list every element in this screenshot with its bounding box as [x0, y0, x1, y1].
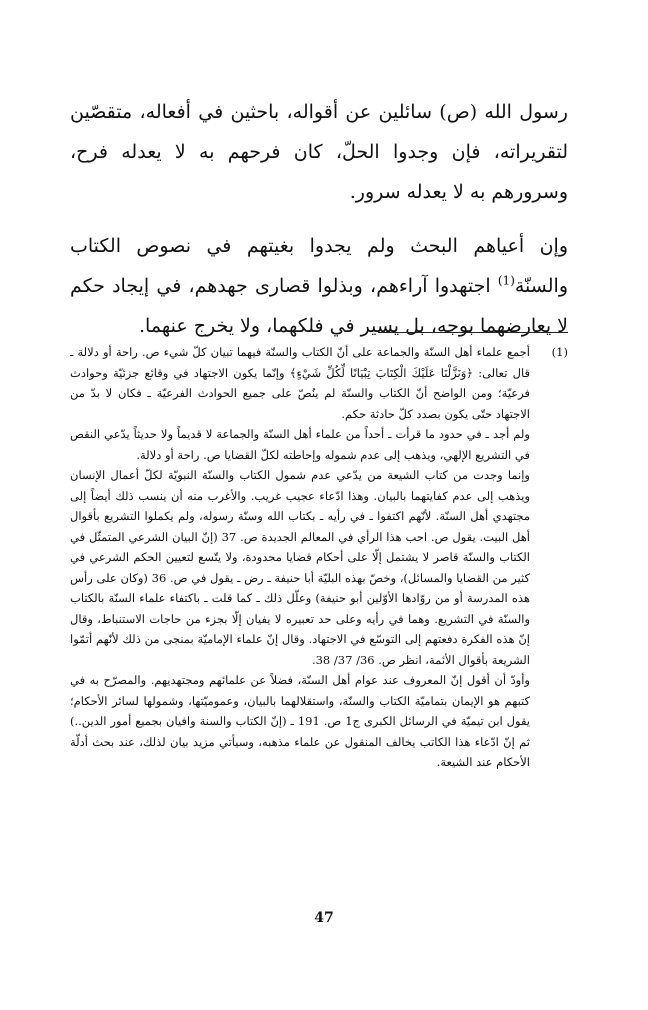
footnotes — [70, 342, 568, 773]
main-paragraph-2-text-b: اجتهدوا آراءهم، وبذلوا قصارى جهدهم، في إيجاد حكم لا يعارضهما بوجه، بل يسير في فلكهما، ولا يخرج عنهما. — [70, 275, 568, 337]
main-paragraph-2 — [70, 226, 568, 346]
footnote-paragraph: وأودّ أن أقول إنّ المعروف عند عوام أهل السنّة، فضلاً عن علمائهم ومجتهديهم. والمصرّح به في كتبهم هو الإيمان بتماميّة الكتاب والسنّة، واستقلالهما بالبيان، وعموميّتها، وشمولها لسائر الأحكام؛ يقول ابن تيميّة في الرسائل الكبرى ج1 ص. 191 ـ (إنّ الكتاب والسنة وافيان بجميع أمور الدين..) ثم إنّ ادّعاء هذا الكاتب يخالف المنقول عن علماء مذهبه، وسيأتي مزيد بيان لذلك، عند بحث أدلّة الأحكام عند الشيعة. — [70, 673, 530, 769]
main-text — [70, 92, 568, 346]
footnote-marker: (1) — [551, 345, 568, 359]
footnote-item — [70, 342, 568, 773]
footnote-paragraph: أجمع علماء أهل السنّة والجماعة على أنّ الكتاب والسنّة فيهما تبيان كلّ شيء ص. راحة أو دلالة ـ قال تعالى: ﴿وَنَزَّلْنَا عَلَيْكَ الْكِتَابَ تِبْيَانًا لِّكُلِّ شَيْءٍ﴾ وإنّما يكون الاجتهاد في وقائع جزئيّة وحوادث فرعيّة؛ ومن الواضح أنّ الكتاب والسنّة لم ينُصّ على جميع الحوادث الفرعيّة ـ فكان لا بدّ من الاجتهاد حتّى يكون بصدد كلّ حادثة حكم. — [70, 345, 530, 421]
footnote-separator — [378, 332, 568, 333]
page-number: 47 — [314, 910, 334, 926]
footnote-paragraph: ولم أجد ـ في حدود ما قرأت ـ أحداً من علماء أهل السنّة والجماعة لا قديماً ولا حديثاً يدّعي النقص في التشريع الإلهي، ويذهب إلى عدم شموله وإحاطته لكلّ القضايا ص. راحة أو دلالة. — [70, 427, 530, 462]
footnote-reference: (1) — [497, 273, 515, 288]
main-paragraph-1: رسول الله (ص) سائلين عن أقواله، باحثين في أفعاله، متقصّين لتقريراته، فإن وجدوا الحلّ، كان فرحهم به لا يعدله فرح، وسرورهم به لا يعدله سرور. — [70, 101, 568, 203]
main-paragraph-2-text-a: وإن أعياهم البحث ولم يجدوا بغيتهم في نصوص الكتاب والسنّة — [70, 235, 568, 297]
footnote-paragraph: وإنما وجدت من كتاب الشيعة من يدّعي عدم شمول الكتاب والسنّة النبويّة لكلّ أعمال الإنسان ويذهب إلى عدم كفايتهما بالبيان. وهذا ادّعاء عجيب غريب. والأغرب منه أن ينسب ذلك أيضاً إلى مجتهدي أهل السنّة. لأنّهم اكتفوا ـ في رأيه ـ بكتاب الله وسنّة رسوله، ولم يكملوا التشريع بأقوال أهل البيت. يقول ص. احب هذا الرأي في المعالم الجديدة ص. 37 (إنّ البيان الشرعي المتمثّل في الكتاب والسنّة قاصر لا يشتمل إلّا على أحكام قضايا محدودة، ولا يتّسع لتعيين الحكم الشرعي في كثير من القضايا والمسائل)، وخصّ بهذه البليّة أبا حنيفة ـ رض ـ يقول في ص. 36 (وكان على رأس هذه المدرسة أو من روّادها الأوّلين أبو حنيفة) وعلّل ذلك ـ كما قلت ـ باكتفاء علماء السنّة بالكتاب والسنّة في التشريع. وهما في رأيه وعلى حد تعبيره لا يفيان إلّا بجزء من حاجات الاستنباط، وقال إنّ هذه الفكرة دفعتهم إلى التوسّع في الاجتهاد. وقال إنّ علماء الإماميّة بمنجى من ذلك لأنّهم أتمّوا الشريعة بأقوال الأئمة، انظر ص. 36/ 37/ 38. — [70, 468, 530, 667]
